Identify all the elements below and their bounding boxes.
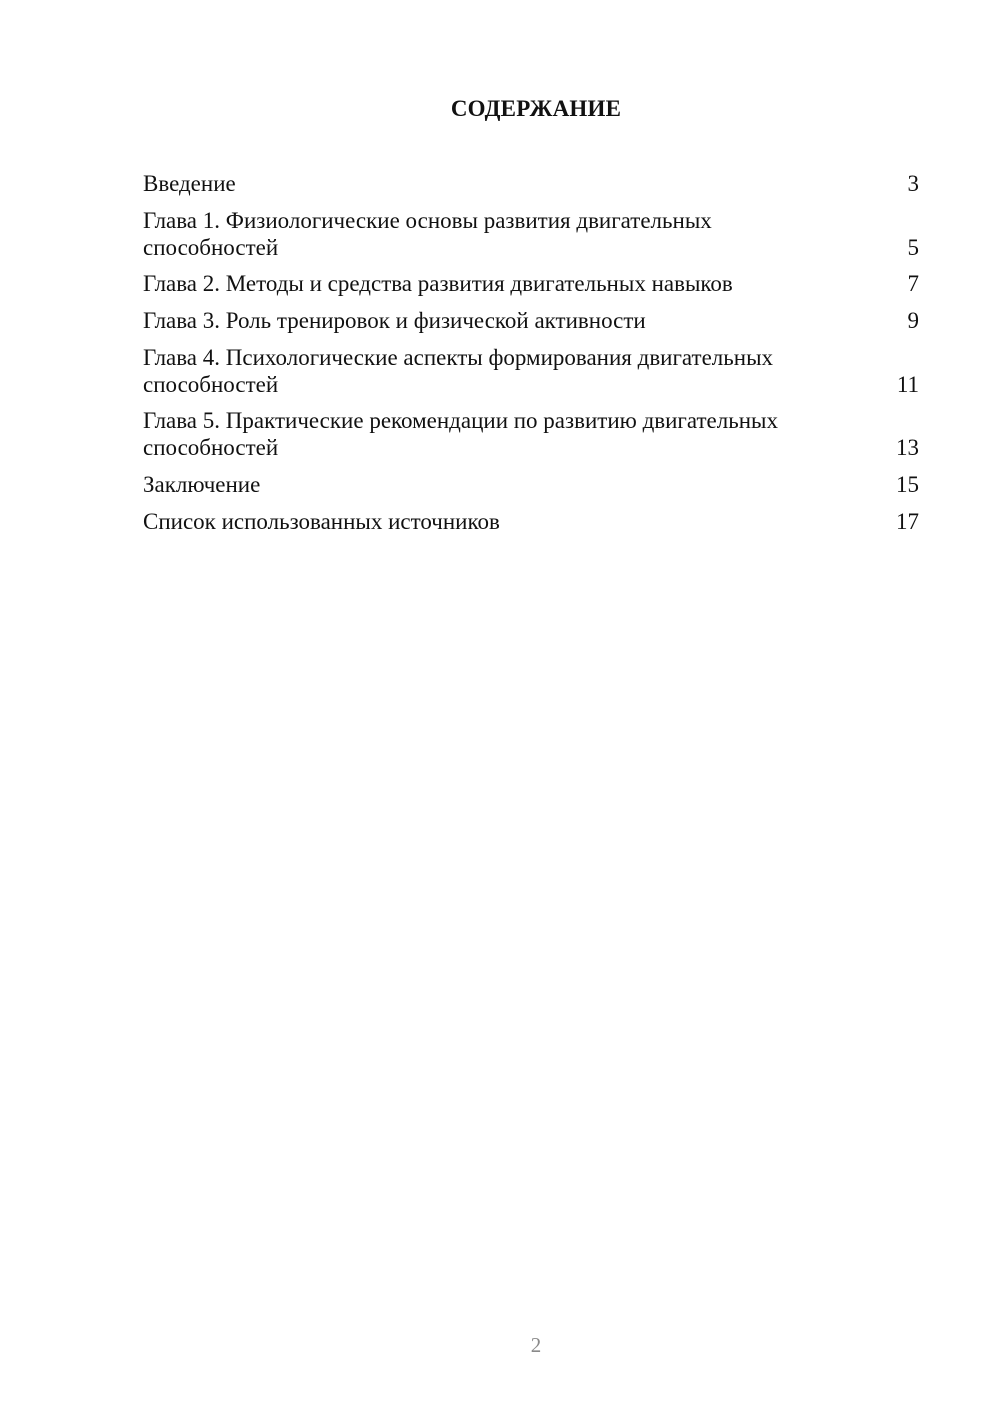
toc-entry-page: 11 [896,371,919,397]
toc-entry-title: Глава 5. Практические рекомендации по развитию двигательных способностей [143,408,778,461]
toc-entry-title: Глава 4. Психологические аспекты формирования двигательных способностей [143,344,774,397]
toc-list [143,170,919,545]
toc-entry-title: Список использованных источников [143,508,500,534]
toc-entry-page: 9 [907,308,919,334]
toc-entry-title: Глава 1. Физиологические основы развития двигательных способностей [143,207,712,260]
toc-entry-chapter-2 [143,270,919,297]
toc-entry-title: Глава 2. Методы и средства развития двигательных навыков [143,271,733,297]
toc-heading: СОДЕРЖАНИЕ [450,96,622,121]
toc-entry-chapter-5 [143,407,919,461]
toc-entry-page: 15 [896,472,919,498]
toc-entry-chapter-3 [143,307,919,334]
toc-entry-page: 5 [907,234,919,260]
toc-entry-page: 13 [896,435,919,461]
toc-entry-page: 3 [907,171,919,196]
page-number: 2 [530,1333,542,1357]
toc-entry-page: 17 [896,508,919,534]
toc-entry-conclusion [143,471,919,498]
toc-entry-title: Глава 3. Роль тренировок и физической активности [143,308,646,334]
toc-entry-introduction [143,170,919,197]
toc-entry-title: Заключение [143,472,261,498]
toc-entry-title: Введение [143,171,236,196]
toc-entry-chapter-4 [143,344,919,398]
toc-entry-references [143,508,919,535]
toc-entry-chapter-1 [143,207,919,261]
toc-entry-page: 7 [907,271,919,297]
